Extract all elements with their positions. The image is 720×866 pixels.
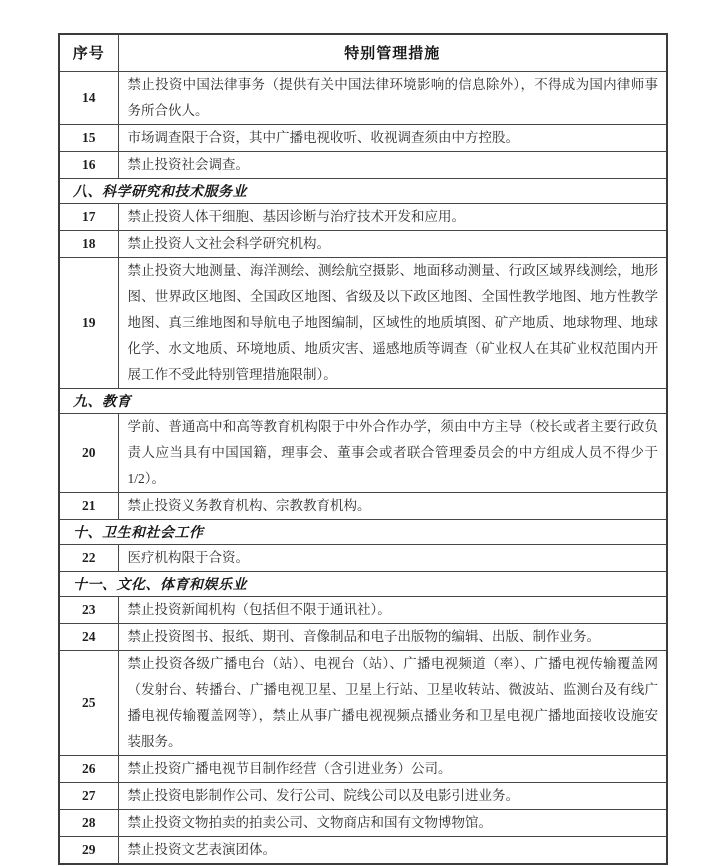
measure-text: 禁止投资新闻机构（包括但不限于通讯社）。: [118, 596, 667, 623]
table-body: [59, 71, 667, 864]
measure-text: 禁止投资图书、报纸、期刊、音像制品和电子出版物的编辑、出版、制作业务。: [118, 623, 667, 650]
measure-row: [59, 623, 667, 650]
measure-text: 禁止投资各级广播电台（站）、电视台（站）、广播电视频道（率）、广播电视传输覆盖网（发射台、转播台、广播电视卫星、卫星上行站、卫星收转站、微波站、监测台及有线广播电视传输覆盖网等），禁止从事广播电视视频点播业务和卫星电视广播地面接收设施安装服务。: [118, 650, 667, 755]
section-title: 九、教育: [59, 388, 667, 413]
measure-row: [59, 124, 667, 151]
measure-row: [59, 71, 667, 124]
measure-text: 禁止投资义务教育机构、宗教教育机构。: [118, 492, 667, 519]
measure-text: 禁止投资大地测量、海洋测绘、测绘航空摄影、地面移动测量、行政区域界线测绘，地形图、世界政区地图、全国政区地图、省级及以下政区地图、全国性教学地图、地方性教学地图、真三维地图和导航电子地图编制，区域性的地质填图、矿产地质、地球物理、地球化学、水文地质、环境地质、地质灾害、遥感地质等调查（矿业权人在其矿业权范围内开展工作不受此特别管理措施限制）。: [118, 257, 667, 388]
measure-text: 学前、普通高中和高等教育机构限于中外合作办学，须由中方主导（校长或者主要行政负责人应当具有中国国籍，理事会、董事会或者联合管理委员会的中方组成人员不得少于 1/2）。: [118, 413, 667, 492]
measure-text: 禁止投资电影制作公司、发行公司、院线公司以及电影引进业务。: [118, 782, 667, 809]
header-special-measures: 特别管理措施: [118, 34, 667, 71]
measure-row: [59, 809, 667, 836]
measure-row: [59, 650, 667, 755]
serial-number: 17: [59, 203, 118, 230]
measure-row: [59, 230, 667, 257]
header-serial-number: 序号: [59, 34, 118, 71]
measure-text: 禁止投资广播电视节目制作经营（含引进业务）公司。: [118, 755, 667, 782]
serial-number: 20: [59, 413, 118, 492]
serial-number: 29: [59, 836, 118, 864]
measure-row: [59, 755, 667, 782]
measure-text: 禁止投资中国法律事务（提供有关中国法律环境影响的信息除外），不得成为国内律师事务所合伙人。: [118, 71, 667, 124]
measure-row: [59, 836, 667, 864]
measure-row: [59, 257, 667, 388]
measure-text: 禁止投资社会调查。: [118, 151, 667, 178]
serial-number: 24: [59, 623, 118, 650]
special-measures-table: [58, 33, 668, 865]
serial-number: 18: [59, 230, 118, 257]
measure-text: 医疗机构限于合资。: [118, 544, 667, 571]
measure-row: [59, 544, 667, 571]
measure-text: 禁止投资文艺表演团体。: [118, 836, 667, 864]
measure-row: [59, 413, 667, 492]
section-row: [59, 388, 667, 413]
serial-number: 28: [59, 809, 118, 836]
serial-number: 23: [59, 596, 118, 623]
serial-number: 21: [59, 492, 118, 519]
serial-number: 19: [59, 257, 118, 388]
serial-number: 15: [59, 124, 118, 151]
serial-number: 16: [59, 151, 118, 178]
serial-number: 22: [59, 544, 118, 571]
serial-number: 27: [59, 782, 118, 809]
table-header: [59, 34, 667, 71]
section-title: 八、科学研究和技术服务业: [59, 178, 667, 203]
section-row: [59, 519, 667, 544]
section-row: [59, 178, 667, 203]
measure-text: 禁止投资人文社会科学研究机构。: [118, 230, 667, 257]
measure-text: 禁止投资人体干细胞、基因诊断与治疗技术开发和应用。: [118, 203, 667, 230]
measure-row: [59, 782, 667, 809]
serial-number: 14: [59, 71, 118, 124]
measure-text: 禁止投资文物拍卖的拍卖公司、文物商店和国有文物博物馆。: [118, 809, 667, 836]
section-row: [59, 571, 667, 596]
serial-number: 25: [59, 650, 118, 755]
measure-row: [59, 203, 667, 230]
header-row: [59, 34, 667, 71]
measure-text: 市场调查限于合资，其中广播电视收听、收视调查须由中方控股。: [118, 124, 667, 151]
measure-row: [59, 492, 667, 519]
measure-row: [59, 596, 667, 623]
section-title: 十、卫生和社会工作: [59, 519, 667, 544]
section-title: 十一、文化、体育和娱乐业: [59, 571, 667, 596]
serial-number: 26: [59, 755, 118, 782]
measure-row: [59, 151, 667, 178]
